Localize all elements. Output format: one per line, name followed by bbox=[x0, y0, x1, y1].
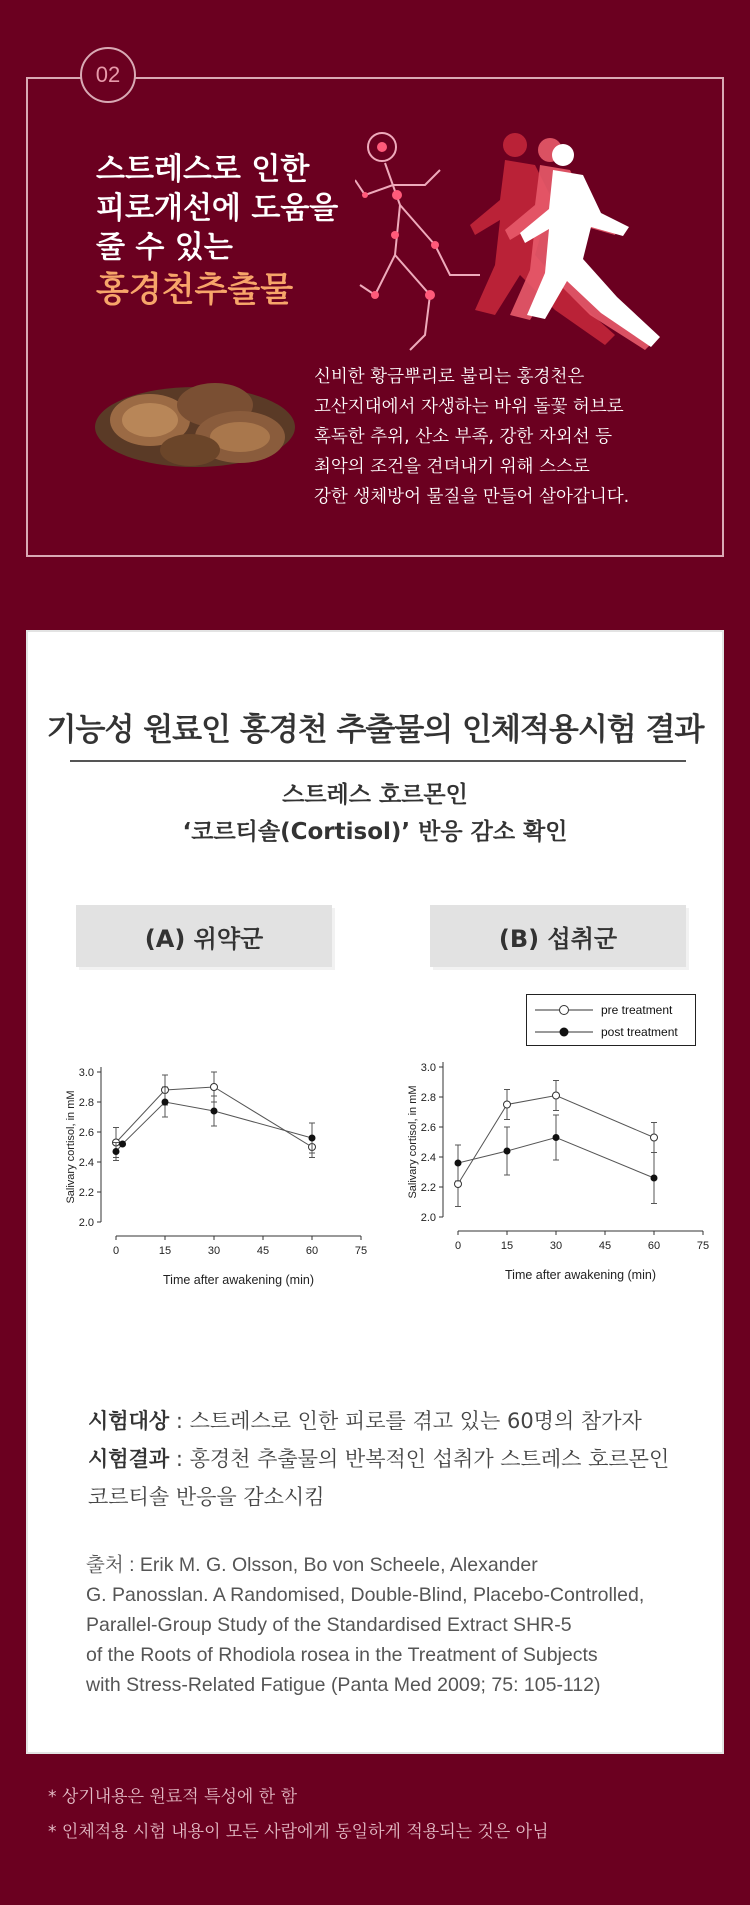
y-tick-label: 2.6 bbox=[78, 1127, 94, 1139]
data-point-post bbox=[504, 1148, 511, 1155]
data-point-post bbox=[162, 1099, 169, 1106]
data-point-pre bbox=[553, 1092, 560, 1099]
data-point-post bbox=[113, 1148, 120, 1155]
source-line-5: with Stress-Related Fatigue (Panta Med 2009; 75: 105-112) bbox=[86, 1674, 601, 1696]
result-line-2: 코르티솔 반응을 감소시킴 bbox=[88, 1485, 325, 1509]
y-axis-label: Salivary cortisol, in mM bbox=[65, 1090, 77, 1204]
y-tick-label: 2.0 bbox=[420, 1212, 436, 1224]
title-divider bbox=[70, 760, 686, 762]
x-tick-label: 0 bbox=[454, 1240, 462, 1252]
x-tick-label: 45 bbox=[256, 1245, 270, 1257]
footnote-1: * 상기내용은 원료적 특성에 한 함 bbox=[48, 1787, 298, 1807]
section-number-badge bbox=[80, 47, 136, 103]
chart-b bbox=[378, 1052, 723, 1292]
data-point-pre bbox=[651, 1134, 658, 1141]
card-title: 기능성 원료인 홍경천 추출물의 인체적용시험 결과 bbox=[46, 712, 704, 748]
subtitle-line-1: 스트레스 호르몬인 bbox=[282, 782, 468, 808]
rhodiola-root-image bbox=[90, 365, 300, 480]
chart-a bbox=[36, 1057, 381, 1297]
chart-legend bbox=[526, 994, 696, 1046]
herb-description bbox=[314, 362, 629, 512]
subject-label: 시험대상 bbox=[88, 1409, 170, 1433]
x-tick-label: 30 bbox=[549, 1240, 563, 1252]
group-b-label: (B) 섭취군 bbox=[430, 905, 686, 967]
runner-illustration bbox=[355, 125, 695, 360]
x-axis-label: Time after awakening (min) bbox=[505, 1268, 656, 1282]
source-line-1: 출처 : Erik M. G. Olsson, Bo von Scheele, Alexander bbox=[86, 1554, 538, 1576]
source-line-3: Parallel-Group Study of the Standardised Extract SHR-5 bbox=[86, 1614, 572, 1636]
y-axis-label: Salivary cortisol, in mM bbox=[407, 1085, 419, 1199]
x-tick-label: 30 bbox=[207, 1245, 221, 1257]
x-tick-label: 45 bbox=[598, 1240, 612, 1252]
source-line-4: of the Roots of Rhodiola rosea in the Treatment of Subjects bbox=[86, 1644, 598, 1666]
data-point-post bbox=[455, 1160, 462, 1167]
description-line-5: 강한 생체방어 물질을 만들어 살아갑니다. bbox=[314, 487, 630, 507]
y-tick-label: 2.4 bbox=[78, 1157, 94, 1169]
y-tick-label: 2.2 bbox=[78, 1187, 94, 1199]
subject-line bbox=[88, 1402, 669, 1440]
description-line-3: 혹독한 추위, 산소 부족, 강한 자외선 등 bbox=[314, 427, 613, 447]
result-line bbox=[88, 1440, 669, 1478]
description-line-1: 신비한 황금뿌리로 불리는 홍경천은 bbox=[314, 367, 585, 387]
x-tick-label: 0 bbox=[112, 1245, 120, 1257]
data-point-post bbox=[211, 1108, 218, 1115]
group-a-label: (A) 위약군 bbox=[76, 905, 332, 967]
result-label: 시험결과 bbox=[88, 1447, 170, 1471]
y-tick-label: 3.0 bbox=[420, 1062, 436, 1074]
data-point-post bbox=[651, 1175, 658, 1182]
legend-pre-label: pre treatment bbox=[601, 1003, 673, 1017]
y-tick-label: 2.8 bbox=[420, 1092, 436, 1104]
y-tick-label: 2.6 bbox=[420, 1122, 436, 1134]
headline-line-2: 피로개선에 도움을 bbox=[96, 191, 339, 226]
footnote-2: * 인체적용 시험 내용이 모든 사람에게 동일하게 적용되는 것은 아님 bbox=[48, 1822, 549, 1842]
card-subtitle bbox=[28, 777, 722, 851]
legend-post bbox=[535, 1022, 678, 1042]
legend-post-marker bbox=[535, 1026, 593, 1038]
result-text: : 홍경천 추출물의 반복적인 섭취가 스트레스 호르몬인 bbox=[169, 1447, 670, 1471]
x-tick-label: 15 bbox=[158, 1245, 172, 1257]
footnotes bbox=[48, 1780, 549, 1850]
x-axis-label: Time after awakening (min) bbox=[163, 1273, 314, 1287]
data-point-pre bbox=[455, 1181, 462, 1188]
section-number: 02 bbox=[95, 62, 121, 87]
headline-accent: 홍경천추출물 bbox=[96, 270, 294, 310]
x-tick-label: 60 bbox=[647, 1240, 661, 1252]
legend-pre-marker bbox=[535, 1004, 593, 1016]
description-line-2: 고산지대에서 자생하는 바위 돌꽃 허브로 bbox=[314, 397, 624, 417]
data-point-post bbox=[553, 1134, 560, 1141]
x-tick-label: 60 bbox=[305, 1245, 319, 1257]
headline bbox=[96, 150, 338, 313]
y-tick-label: 2.8 bbox=[78, 1097, 94, 1109]
y-tick-label: 2.2 bbox=[420, 1182, 436, 1194]
x-tick-label: 75 bbox=[696, 1240, 710, 1252]
subtitle-line-2: ‘코르티솔(Cortisol)’ 반응 감소 확인 bbox=[182, 819, 568, 845]
x-tick-label: 15 bbox=[500, 1240, 514, 1252]
trial-info bbox=[88, 1402, 669, 1516]
legend-post-label: post treatment bbox=[601, 1025, 678, 1039]
headline-line-3: 줄 수 있는 bbox=[96, 230, 233, 265]
source-citation bbox=[86, 1550, 644, 1700]
y-tick-label: 2.0 bbox=[78, 1217, 94, 1229]
subject-text: : 스트레스로 인한 피로를 겪고 있는 60명의 참가자 bbox=[169, 1409, 642, 1433]
data-point-post bbox=[119, 1141, 126, 1148]
y-tick-label: 3.0 bbox=[78, 1067, 94, 1079]
x-tick-label: 75 bbox=[354, 1245, 368, 1257]
data-point-pre bbox=[211, 1084, 218, 1091]
data-point-post bbox=[309, 1135, 316, 1142]
results-card bbox=[26, 630, 724, 1754]
headline-line-1: 스트레스로 인한 bbox=[96, 152, 310, 187]
source-line-2: G. Panosslan. A Randomised, Double-Blind, Placebo-Controlled, bbox=[86, 1584, 645, 1606]
data-point-pre bbox=[504, 1101, 511, 1108]
description-line-4: 최악의 조건을 견뎌내기 위해 스스로 bbox=[314, 457, 590, 477]
legend-pre bbox=[535, 1000, 672, 1020]
y-tick-label: 2.4 bbox=[420, 1152, 436, 1164]
